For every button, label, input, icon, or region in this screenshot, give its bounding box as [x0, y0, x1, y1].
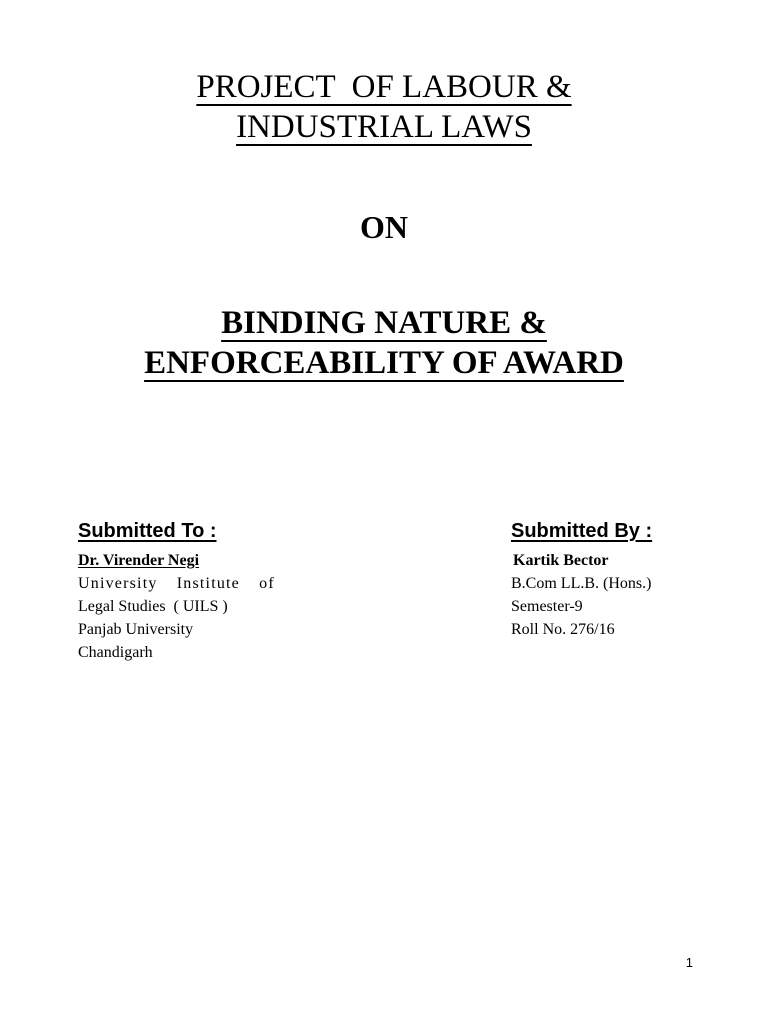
institute-line: Chandigarh: [78, 644, 153, 661]
project-title-line-1: PROJECT OF LABOUR &: [196, 69, 572, 105]
supervisor-name: Dr. Virender Negi: [78, 552, 200, 569]
student-detail-line: B.Com LL.B. (Hons.): [511, 575, 652, 592]
submitted-to-heading: Submitted To :: [78, 520, 217, 542]
topic-title-line-1: BINDING NATURE &: [221, 305, 547, 341]
submitted-by-section: [511, 517, 652, 641]
student-detail-line: Semester-9: [511, 598, 583, 615]
project-title: [0, 67, 768, 147]
topic-title-line-2: ENFORCEABILITY OF AWARD: [144, 345, 624, 381]
submitted-to-section: [78, 517, 275, 664]
student-detail-line: Roll No. 276/16: [511, 621, 615, 638]
project-title-line-2: INDUSTRIAL LAWS: [236, 109, 532, 145]
on-label: [0, 207, 768, 247]
institute-line: Legal Studies ( UILS ): [78, 598, 228, 615]
institute-line: University Institute of: [78, 575, 275, 592]
submitted-by-heading: Submitted By :: [511, 520, 653, 542]
institute-line: Panjab University: [78, 621, 194, 638]
on-text: ON: [360, 209, 408, 245]
topic-title: [0, 303, 768, 383]
page-number: 1: [685, 955, 693, 970]
student-name: Kartik Bector: [513, 552, 609, 569]
